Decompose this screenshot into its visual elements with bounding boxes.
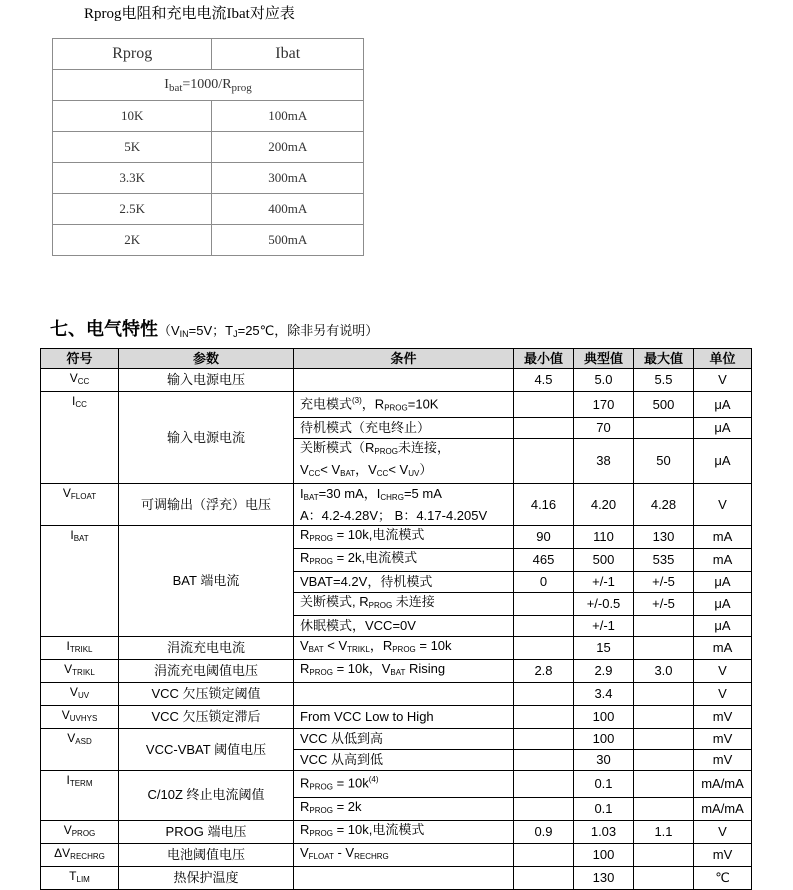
unit: mA: [694, 526, 752, 549]
rprog-value: 3.3K: [53, 163, 212, 194]
header-typ: 典型值: [574, 349, 634, 369]
symbol: $V_{FLOAT}$: [41, 484, 119, 526]
header-ibat: Ibat: [212, 39, 364, 70]
symbol: $I_{CC}$: [41, 392, 119, 484]
min: [514, 392, 574, 418]
table-row: [41, 369, 752, 392]
table-header-row: [53, 39, 364, 70]
table-row: [41, 683, 752, 706]
condition: $R_{PROG} = 10k$,电流模式: [294, 820, 514, 843]
max: [634, 797, 694, 820]
min: [514, 750, 574, 771]
table-row: [41, 526, 752, 549]
rprog-table-title: Rprog电阻和充电电流Ibat对应表: [84, 6, 295, 22]
rprog-value: 2K: [53, 225, 212, 256]
condition: $R_{PROG} = 10k$，$V_{BAT}$ Rising: [294, 660, 514, 683]
max: [634, 616, 694, 637]
rprog-value: 10K: [53, 101, 212, 132]
parameter: 热保护温度: [119, 866, 294, 889]
parameter: 涓流充电阈值电压: [119, 660, 294, 683]
symbol: $V_{UVHYS}$: [41, 706, 119, 729]
table-row: [41, 843, 752, 866]
table-row: [41, 866, 752, 889]
formula-row: [53, 70, 364, 101]
min: 90: [514, 526, 574, 549]
table-row: [41, 771, 752, 797]
table-row: [41, 820, 752, 843]
symbol: $\Delta V_{RECHRG}$: [41, 843, 119, 866]
parameter: 电池阈值电压: [119, 843, 294, 866]
parameter: VCC 欠压锁定滞后: [119, 706, 294, 729]
max: 50: [634, 439, 694, 484]
typ: 100: [574, 843, 634, 866]
unit: μA: [694, 418, 752, 439]
symbol: $V_{UV}$: [41, 683, 119, 706]
parameter: C/10Z 终止电流阈值: [119, 771, 294, 820]
condition: 充电模式$^{(3)}$，$R_{PROG}=10K$: [294, 392, 514, 418]
table-row: [41, 484, 752, 526]
condition: VCC 从低到高: [294, 729, 514, 750]
max: 1.1: [634, 820, 694, 843]
typ: 100: [574, 729, 634, 750]
unit: V: [694, 484, 752, 526]
unit: mV: [694, 729, 752, 750]
unit: mV: [694, 843, 752, 866]
condition: VCC 从高到低: [294, 750, 514, 771]
typ: 100: [574, 706, 634, 729]
min: 2.8: [514, 660, 574, 683]
symbol: $I_{TRIKL}$: [41, 637, 119, 660]
min: 4.5: [514, 369, 574, 392]
min: [514, 729, 574, 750]
table-header-row: [41, 349, 752, 369]
min: [514, 771, 574, 797]
table-row: [53, 163, 364, 194]
min: 0.9: [514, 820, 574, 843]
min: [514, 843, 574, 866]
header-symbol: 符号: [41, 349, 119, 369]
parameter: BAT 端电流: [119, 526, 294, 637]
section-heading: 七、电气特性（$V_{IN}=5V$；$T_J=25℃$，除非另有说明）: [50, 319, 379, 339]
header-max: 最大值: [634, 349, 694, 369]
table-row: [53, 194, 364, 225]
header-min: 最小值: [514, 349, 574, 369]
table-row: [41, 729, 752, 750]
condition: $R_{PROG} = 2k$,电流模式: [294, 549, 514, 572]
min: [514, 637, 574, 660]
min: [514, 418, 574, 439]
symbol: $V_{TRIKL}$: [41, 660, 119, 683]
table-row: [53, 101, 364, 132]
max: [634, 706, 694, 729]
max: [634, 771, 694, 797]
condition: $R_{PROG} = 10k$,电流模式: [294, 526, 514, 549]
max: 4.28: [634, 484, 694, 526]
header-condition: 条件: [294, 349, 514, 369]
max: +/-5: [634, 593, 694, 616]
parameter: VCC 欠压锁定阈值: [119, 683, 294, 706]
typ: 15: [574, 637, 634, 660]
min: [514, 683, 574, 706]
min: [514, 616, 574, 637]
unit: V: [694, 660, 752, 683]
min: 0: [514, 572, 574, 593]
ibat-value: 500mA: [212, 225, 364, 256]
condition: [294, 866, 514, 889]
max: [634, 750, 694, 771]
table-row: [41, 660, 752, 683]
parameter: VCC-VBAT 阈值电压: [119, 729, 294, 771]
header-parameter: 参数: [119, 349, 294, 369]
unit: μA: [694, 392, 752, 418]
table-row: [41, 392, 752, 418]
condition: $R_{PROG} = 10k^{(4)}$: [294, 771, 514, 797]
unit: μA: [694, 439, 752, 484]
rprog-ibat-table: [52, 38, 364, 256]
symbol: $V_{PROG}$: [41, 820, 119, 843]
table-row: [53, 225, 364, 256]
condition: $R_{PROG} = 2k$: [294, 797, 514, 820]
min: [514, 593, 574, 616]
min: [514, 797, 574, 820]
table-row: [41, 637, 752, 660]
max: 5.5: [634, 369, 694, 392]
typ: 30: [574, 750, 634, 771]
max: [634, 729, 694, 750]
table-row: [41, 706, 752, 729]
unit: V: [694, 820, 752, 843]
max: 535: [634, 549, 694, 572]
max: [634, 418, 694, 439]
parameter: PROG 端电压: [119, 820, 294, 843]
typ: 130: [574, 866, 634, 889]
typ: +/-1: [574, 572, 634, 593]
unit: ℃: [694, 866, 752, 889]
rprog-value: 2.5K: [53, 194, 212, 225]
typ: 0.1: [574, 797, 634, 820]
symbol: $V_{CC}$: [41, 369, 119, 392]
typ: 3.4: [574, 683, 634, 706]
unit: mA: [694, 549, 752, 572]
min: 4.16: [514, 484, 574, 526]
ibat-value: 300mA: [212, 163, 364, 194]
typ: 70: [574, 418, 634, 439]
condition: 待机模式（充电终止）: [294, 418, 514, 439]
condition: $I_{BAT}=30$ mA，$I_{CHRG}=5$ mA A：4.2-4.28V； B：4.17-4.205V: [294, 484, 514, 526]
max: +/-5: [634, 572, 694, 593]
max: [634, 637, 694, 660]
parameter: 涓流充电电流: [119, 637, 294, 660]
unit: mA: [694, 637, 752, 660]
max: [634, 683, 694, 706]
condition: [294, 683, 514, 706]
typ: 170: [574, 392, 634, 418]
min: [514, 439, 574, 484]
typ: 1.03: [574, 820, 634, 843]
section-conditions: （$V_{IN}=5V$；$T_J=25℃$，除非另有说明）: [158, 323, 379, 339]
min: [514, 866, 574, 889]
electrical-characteristics-table: [40, 348, 752, 890]
typ: 4.20: [574, 484, 634, 526]
unit: μA: [694, 572, 752, 593]
header-rprog: Rprog: [53, 39, 212, 70]
table-row: [53, 132, 364, 163]
formula: $I_{bat}=1000/R_{prog}$: [53, 70, 364, 101]
condition: [294, 369, 514, 392]
condition: From VCC Low to High: [294, 706, 514, 729]
typ: 38: [574, 439, 634, 484]
condition: 休眠模式，VCC=0V: [294, 616, 514, 637]
symbol: $V_{ASD}$: [41, 729, 119, 771]
typ: 2.9: [574, 660, 634, 683]
condition: 关断模式（$R_{PROG}$未连接， $V_{CC}< V_{BAT}$，$V_{CC}< V_{UV}$）: [294, 439, 514, 484]
unit: mV: [694, 706, 752, 729]
condition: $V_{FLOAT} - V_{RECHRG}$: [294, 843, 514, 866]
symbol: $I_{BAT}$: [41, 526, 119, 637]
ibat-value: 200mA: [212, 132, 364, 163]
parameter: 输入电源电压: [119, 369, 294, 392]
unit: V: [694, 683, 752, 706]
min: 465: [514, 549, 574, 572]
max: 3.0: [634, 660, 694, 683]
typ: 110: [574, 526, 634, 549]
header-unit: 单位: [694, 349, 752, 369]
typ: +/-1: [574, 616, 634, 637]
typ: 500: [574, 549, 634, 572]
parameter: 输入电源电流: [119, 392, 294, 484]
symbol: $I_{TERM}$: [41, 771, 119, 820]
min: [514, 706, 574, 729]
typ: 0.1: [574, 771, 634, 797]
ibat-value: 100mA: [212, 101, 364, 132]
unit: mA/mA: [694, 771, 752, 797]
rprog-value: 5K: [53, 132, 212, 163]
max: [634, 866, 694, 889]
parameter: 可调输出（浮充）电压: [119, 484, 294, 526]
max: 130: [634, 526, 694, 549]
unit: μA: [694, 593, 752, 616]
condition: $V_{BAT} < V_{TRIKL}$，$R_{PROG} = 10k$: [294, 637, 514, 660]
unit: mA/mA: [694, 797, 752, 820]
condition: VBAT=4.2V，待机模式: [294, 572, 514, 593]
unit: mV: [694, 750, 752, 771]
max: 500: [634, 392, 694, 418]
typ: 5.0: [574, 369, 634, 392]
ibat-value: 400mA: [212, 194, 364, 225]
unit: μA: [694, 616, 752, 637]
unit: V: [694, 369, 752, 392]
symbol: $T_{LIM}$: [41, 866, 119, 889]
max: [634, 843, 694, 866]
condition: 关断模式, $R_{PROG}$ 未连接: [294, 593, 514, 616]
typ: +/-0.5: [574, 593, 634, 616]
